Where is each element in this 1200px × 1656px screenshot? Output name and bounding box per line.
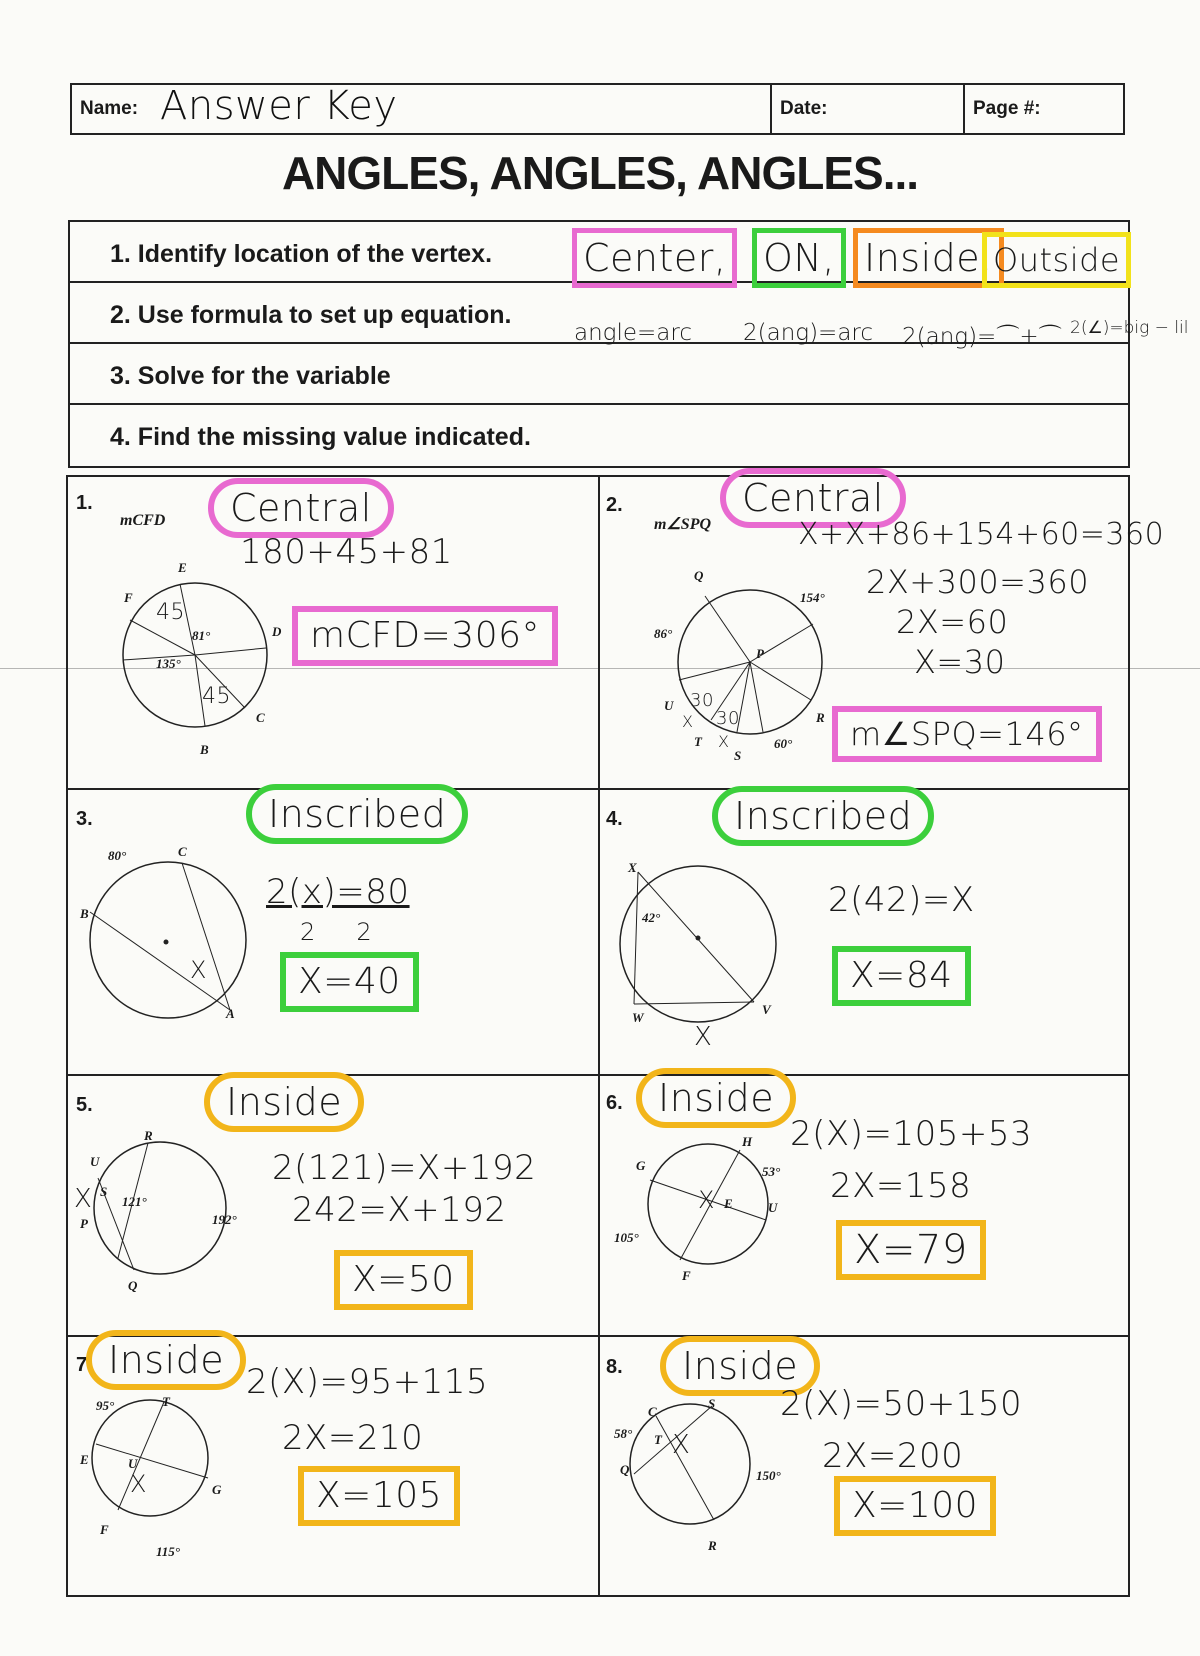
chord-line [634, 1002, 754, 1004]
angle-note: X [694, 1022, 713, 1052]
work-line: X+X+86+154+60=360 [798, 517, 1165, 552]
point-label: X [628, 860, 637, 875]
center-dot [696, 936, 701, 941]
work-line: 2(X)=95+115 [246, 1362, 489, 1402]
step-text: 3. Solve for the variable [110, 362, 391, 390]
work-line: 2(X)=105+53 [790, 1114, 1033, 1154]
work-line: 2(42)=X [828, 880, 975, 920]
step-text: 1. Identify location of the vertex. [110, 240, 493, 268]
point-label: F [100, 1522, 109, 1537]
angle-label: 192° [212, 1212, 237, 1227]
work-line: 2X=200 [822, 1436, 964, 1476]
work-line: 2(x)=80 [266, 872, 410, 912]
point-label: H [742, 1134, 753, 1149]
step-row [70, 344, 1128, 405]
point-label: E [80, 1452, 89, 1467]
point-label: C [648, 1404, 657, 1419]
type-cloud: Inside [204, 1072, 364, 1132]
name-cell [72, 85, 772, 133]
work-line: 2X=158 [830, 1166, 972, 1206]
point-label: Q [694, 568, 704, 583]
point-label: W [632, 1010, 644, 1025]
step-row [70, 405, 1128, 466]
name-value: Answer Key [160, 83, 398, 129]
angle-note: X [718, 732, 730, 751]
type-cloud: Inscribed [712, 786, 934, 846]
point-label: Q [128, 1278, 138, 1293]
chord-line [96, 1444, 208, 1478]
circle [90, 862, 246, 1018]
angle-note: 30 [716, 708, 740, 729]
problem-number: 3. [76, 808, 93, 830]
point-label: F [682, 1268, 691, 1283]
circle-diagram [80, 1130, 250, 1290]
angle-label: 86° [654, 626, 673, 641]
vertex-inside-box: Inside, [853, 228, 1004, 288]
point-label: G [212, 1482, 222, 1497]
point-label: Q [620, 1462, 630, 1477]
answer-box: X=100 [834, 1476, 996, 1536]
angle-note: 45 [156, 600, 185, 625]
radius-line [750, 662, 763, 732]
problem-prompt: m∠SPQ [654, 516, 712, 533]
angle-label: 154° [800, 590, 825, 605]
type-cloud: Central [720, 468, 906, 528]
point-label: R [144, 1128, 153, 1143]
circle-diagram [608, 856, 788, 1036]
point-label: R [708, 1538, 717, 1553]
point-label: F [124, 590, 133, 605]
angle-label: 53° [762, 1164, 781, 1179]
answer-box: m∠SPQ=146° [832, 706, 1102, 762]
problem-prompt: mCFD [120, 512, 166, 529]
work-line: 242=X+192 [292, 1190, 507, 1230]
point-label: B [80, 906, 89, 921]
problem-number: 1. [76, 492, 93, 514]
angle-note: X [672, 1430, 691, 1460]
angle-note: 30 [690, 690, 714, 711]
angle-label: 80° [108, 848, 127, 863]
angle-label: 150° [756, 1468, 781, 1483]
problem-number: 5. [76, 1094, 93, 1116]
formula-outside: 2(∠)=big − lil [1070, 318, 1189, 338]
point-label: C [178, 844, 187, 859]
vertex-on-box: ON, [752, 228, 846, 288]
point-label: U [90, 1154, 100, 1169]
header-box [70, 83, 1125, 135]
work-line: 180+45+81 [240, 532, 453, 572]
point-label: S [734, 748, 742, 763]
point-label: S [708, 1396, 716, 1411]
angle-label: 105° [614, 1230, 639, 1245]
work-line: 2X+300=360 [866, 563, 1090, 601]
angle-label: 115° [156, 1544, 180, 1559]
angle-label: 135° [156, 656, 181, 671]
point-label: T [654, 1432, 662, 1447]
circle-diagram [620, 1392, 760, 1542]
grid-divider [598, 477, 600, 1595]
center-dot [164, 940, 169, 945]
radius-line [195, 648, 266, 655]
type-cloud: Inside [660, 1336, 820, 1396]
work-line: 2(121)=X+192 [272, 1148, 537, 1188]
angle-label: 42° [642, 910, 661, 925]
type-cloud: Inscribed [246, 784, 468, 844]
circle [92, 1400, 208, 1516]
circle-diagram [80, 850, 260, 1030]
point-label: T [694, 734, 702, 749]
angle-note: X [190, 956, 207, 984]
vertex-center-box: Center, [572, 228, 737, 288]
angle-label: 81° [192, 628, 211, 643]
formula-inside: 2(ang)=⌒+⌒ [902, 324, 1062, 350]
point-label: E [724, 1196, 733, 1211]
answer-box: X=84 [832, 946, 971, 1006]
angle-label: 95° [96, 1398, 115, 1413]
point-label: U [664, 698, 674, 713]
circle [630, 1404, 750, 1524]
point-label: P [756, 646, 764, 661]
point-label: B [200, 742, 209, 757]
name-label: Name: [80, 98, 139, 119]
answer-box: X=40 [280, 952, 419, 1012]
step-text: 2. Use formula to set up equation. [110, 301, 512, 329]
vertex-outside-box: Outside [982, 232, 1131, 288]
chord-line [90, 912, 230, 1010]
angle-note: X [682, 712, 694, 731]
chord-line [634, 872, 638, 1004]
point-label: V [762, 1002, 771, 1017]
point-label: T [162, 1394, 170, 1409]
work-line: X=30 [914, 643, 1006, 681]
point-label: U [128, 1456, 138, 1471]
angle-note: 45 [202, 684, 231, 709]
work-line: 2X=60 [896, 603, 1009, 641]
angle-note: X [130, 1470, 147, 1498]
problem-number: 4. [606, 808, 623, 830]
page-label: Page #: [973, 98, 1041, 119]
circle [94, 1142, 226, 1274]
formula-center: angle=arc [574, 320, 692, 346]
angle-label: 121° [122, 1194, 147, 1209]
date-label: Date: [780, 98, 828, 119]
type-cloud: Central [208, 478, 394, 538]
radius-line [130, 620, 195, 655]
point-label: R [816, 710, 825, 725]
answer-box: X=50 [334, 1250, 473, 1310]
page-cell [965, 85, 1123, 133]
work-line: 2 2 [300, 918, 373, 946]
page-title: ANGLES, ANGLES, ANGLES... [281, 147, 919, 199]
point-label: G [636, 1158, 646, 1173]
step-text: 4. Find the missing value indicated. [110, 423, 531, 451]
radius-line [750, 662, 811, 700]
grid-divider [68, 788, 1128, 790]
point-label: E [178, 560, 187, 575]
work-line: 2X=210 [282, 1418, 424, 1458]
date-cell [772, 85, 965, 133]
problem-number: 2. [606, 494, 623, 516]
circle [620, 866, 776, 1022]
answer-box: mCFD=306° [292, 606, 558, 666]
point-label: C [256, 710, 265, 725]
angle-note: X [74, 1184, 93, 1214]
radius-line [705, 596, 750, 662]
type-cloud: Inside [86, 1330, 246, 1390]
point-label: D [272, 624, 282, 639]
formula-on: 2(ang)=arc [743, 320, 874, 346]
point-label: A [226, 1006, 235, 1021]
point-label: P [80, 1216, 88, 1231]
type-cloud: Inside [636, 1068, 796, 1128]
answer-box: X=105 [298, 1466, 460, 1526]
angle-label: 58° [614, 1426, 633, 1441]
angle-label: 60° [774, 736, 793, 751]
work-line: 2(X)=50+150 [780, 1384, 1023, 1424]
point-label: U [768, 1200, 778, 1215]
answer-box: X=79 [836, 1220, 986, 1280]
problem-number: 7. [76, 1354, 93, 1376]
point-label: S [100, 1184, 108, 1199]
angle-note: X [698, 1186, 715, 1214]
problem-number: 6. [606, 1092, 623, 1114]
problem-number: 8. [606, 1356, 623, 1378]
